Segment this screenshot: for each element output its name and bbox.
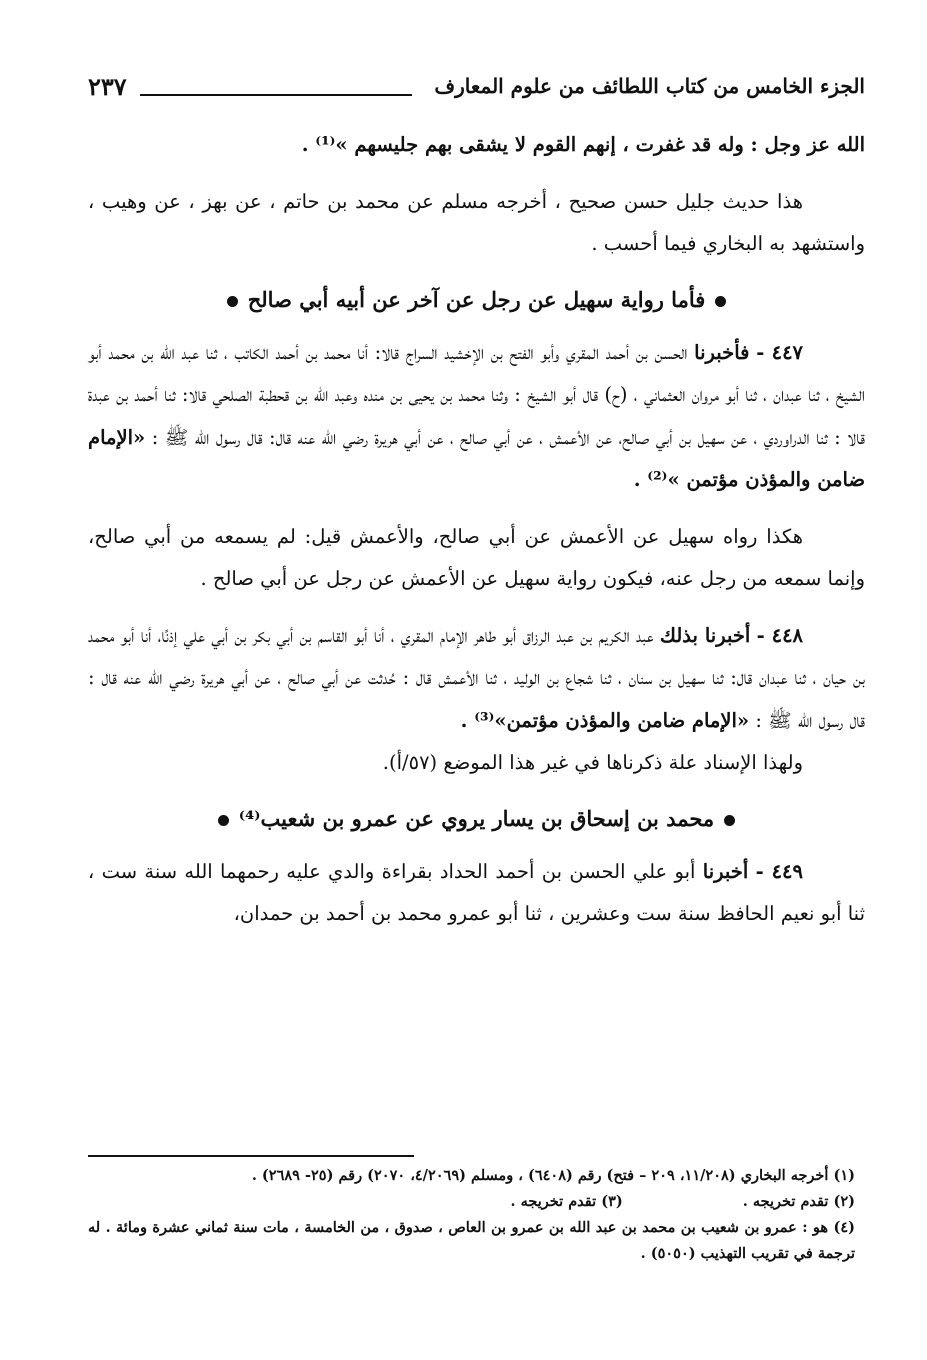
illa-paragraph: ولهذا الإسناد علة ذكرناها في غير هذا الموضع (٥٧/أ). (382, 751, 803, 774)
header-rule (140, 94, 412, 96)
hadith-447-lead: فأخبرنا (694, 340, 750, 364)
footnote-4: (٤) هو : عمرو بن شعيب بن محمد بن عبد الله بن عمرو بن العاص ، صدوق ، من الخامسة ، مات سنة ثماني عشرة ومائة . له ترجمة في تقريب التهذيب (٥٠٥٠) . (88, 1219, 855, 1262)
footnotes (88, 1163, 855, 1267)
page-number: ٢٣٧ (88, 72, 127, 101)
hadith-447-quote: «الإمام ضامن والمؤذن مؤتمن »⁽²⁾ . (88, 425, 865, 491)
hakadha-paragraph: هكذا رواه سهيل عن الأعمش عن أبي صالح، والأعمش قيل: لم يسمعه من أبي صالح، وإنما سمعه من رجل عنه، فيكون رواية سهيل عن الأعمش عن رجل عن أبي صالح . (88, 524, 865, 590)
intro-line: الله عز وجل : وله قد غفرت ، إنهم القوم لا يشقى بهم جليسهم »⁽¹⁾ . (301, 133, 865, 156)
hadith-448-paragraph (88, 615, 865, 743)
hadith-449-paragraph (88, 851, 865, 936)
bullet-icon (227, 296, 238, 307)
footnote-1: (١) أخرجه البخاري (١١/٢٠٨، ٢٠٩ – فتح) رقم (٦٤٠٨) ، ومسلم (٤/٢٠٦٩، ٢٠٧٠) رقم (٢٥- ٢٦٨٩) . (251, 1167, 855, 1184)
hadith-448-lead: أخبرنا بذلك (659, 623, 751, 647)
hadith-447-text: الحسن بن أحمد المقري وأبو الفتح بن الإخشيد السراج قالا: أنا محمد بن أحمد الكاتب ، ثنا عبد الله بن محمد أبو الشيخ ، ثنا عبدان ، ثنا أبو مروان العثماني ، (ح) قال أبو الشيخ : وثنا محمد بن يحيى بن منده وعبد الله بن قحطبة الصلحي قالا: ثنا أحمد بن عبدة قالا : ثنا الدراوردي ، عن سهيل بن أبي صالح، عن الأعمش ، عن أبي صالح ، عن أبي هريرة رضي الله عنه قال: قال رسول الله ﷺ : (88, 340, 865, 449)
hadith-449-lead: أخبرنا (702, 859, 749, 883)
page-body (88, 124, 865, 936)
footnote-2: (٢) تقدم تخريجه . (742, 1193, 855, 1210)
hadith-448-text: عبد الكريم بن عبد الرزاق أبو طاهر الإمام المقري ، أنا أبو القاسم بن أبي بكر بن أبي علي إذنًا، أنا أبو محمد بن حيان ، ثنا عبدان قال: ثنا سهيل بن سنان ، ثنا شجاع بن الوليد ، ثنا الأعمش قال : حُدثت عن أبي صالح ، عن أبي هريرة رضي الله عنه قال : قال رسول الله ﷺ : (88, 623, 865, 732)
gap (88, 502, 865, 516)
bullet-icon (218, 815, 229, 826)
section-heading-2-text: محمد بن إسحاق بن يسار يروي عن عمرو بن شعيب⁽⁴⁾ (238, 805, 715, 831)
footnote-row (88, 1189, 855, 1215)
bullet-icon (724, 815, 735, 826)
section-heading-2 (88, 799, 865, 839)
hadith-note-paragraph: هذا حديث جليل حسن صحيح ، أخرجه مسلم عن محمد بن حاتم ، عن بهز ، عن وهيب ، واستشهد به البخاري فيما أحسب . (88, 189, 865, 255)
page-header (88, 72, 865, 110)
bullet-icon (715, 296, 726, 307)
footnote-rule (88, 1155, 414, 1157)
section-heading-1-text: فأما رواية سهيل عن رجل عن آخر عن أبيه أبي صالح (247, 286, 706, 312)
footnote-3: (٣) تقدم تخريجه . (510, 1193, 623, 1210)
gap (88, 601, 865, 615)
running-title: الجزء الخامس من كتاب اللطائف من علوم المعارف (434, 74, 865, 98)
gap (88, 167, 865, 181)
hadith-449-text: أبو علي الحسن بن أحمد الحداد بقراءة والدي عليه رحمهما الله سنة ست ، ثنا أبو نعيم الحافظ سنة ست وعشرين ، ثنا أبو عمرو محمد بن أحمد بن حمدان، (88, 859, 865, 925)
hadith-447-paragraph (88, 332, 865, 502)
hadith-number-448: ٤٤٨ - (756, 623, 804, 647)
section-heading-1 (88, 280, 865, 320)
hadith-number-449: ٤٤٩ - (755, 859, 803, 883)
hadith-448-quote: «الإمام ضامن والمؤذن مؤتمن»⁽³⁾ . (460, 708, 750, 732)
hadith-number-447: ٤٤٧ - (756, 340, 804, 364)
